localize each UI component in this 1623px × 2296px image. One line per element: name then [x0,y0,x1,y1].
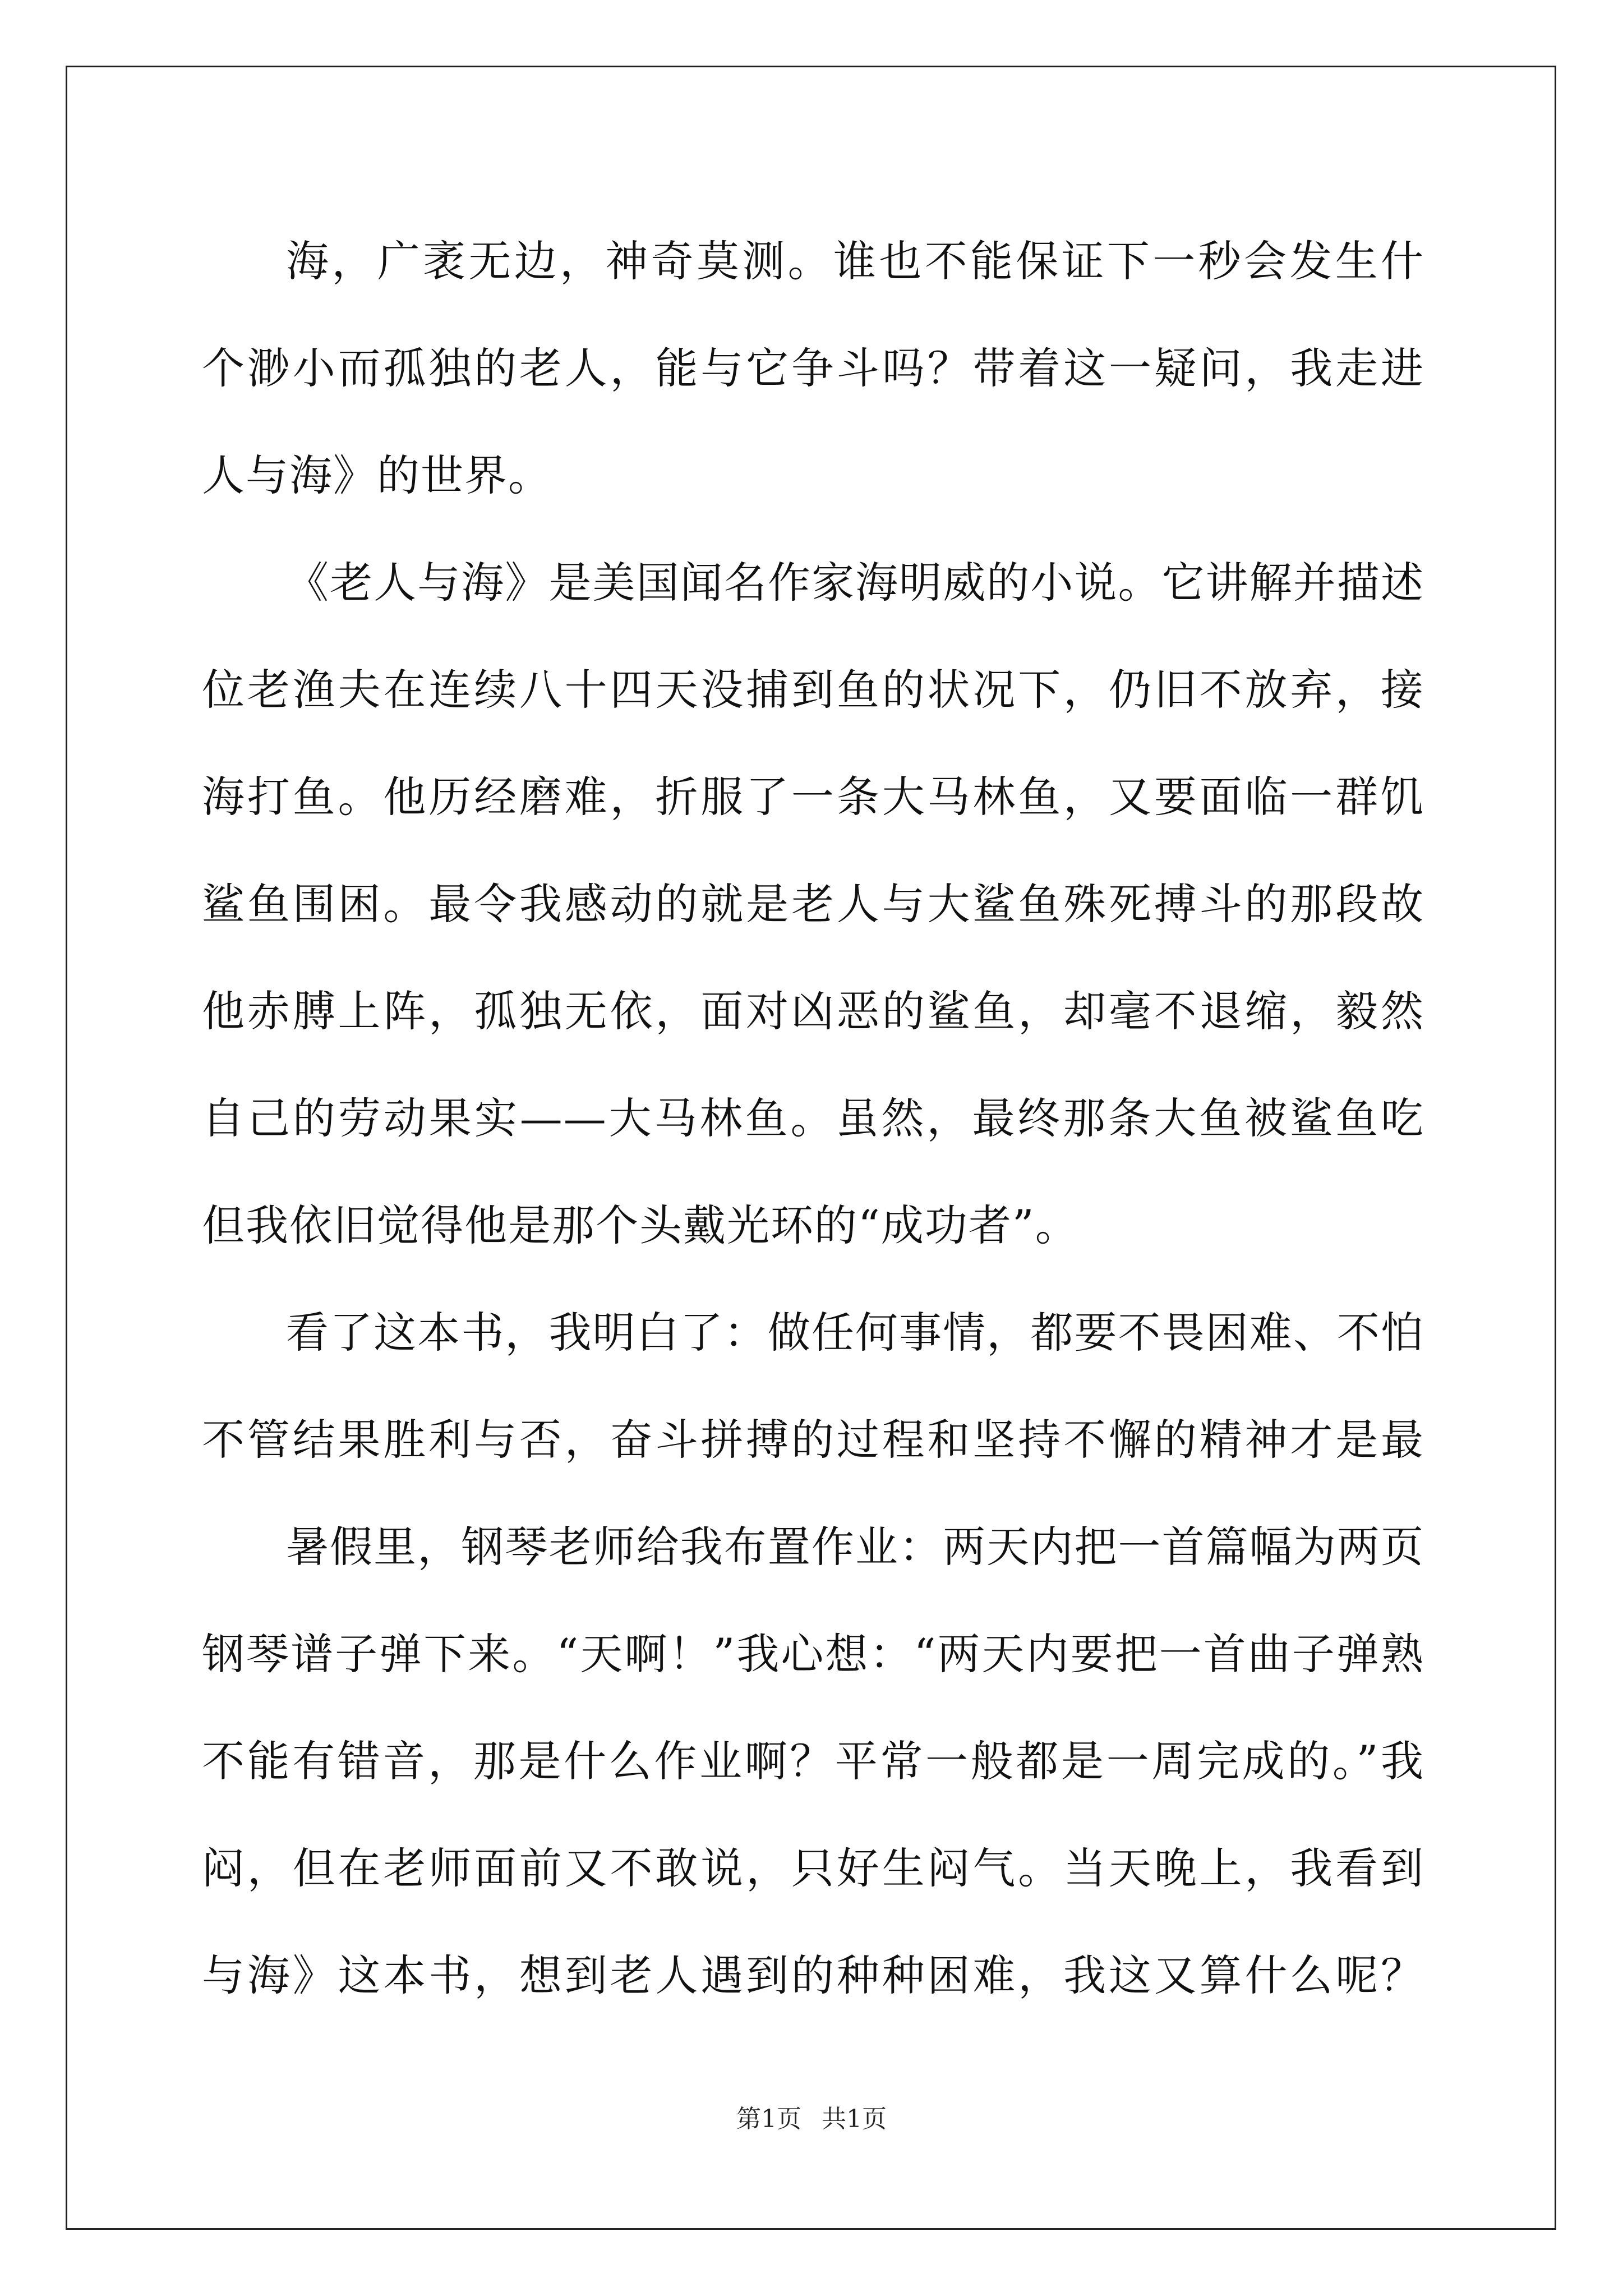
text-line: 但我依旧觉得他是那个头戴光环的“成功者”。 [202,1200,1079,1250]
text-line: 不能有错音，那是什么作业啊？平常一般都是一周完成的。”我 [202,1736,1424,1786]
text-line: 人与海》的世界。 [202,450,552,500]
page-footer [0,2102,1623,2136]
text-line: 他赤膊上阵，孤独无依，面对凶恶的鲨鱼，却毫不退缩，毅然 [202,986,1424,1036]
text-line: 闷，但在老师面前又不敢说，只好生闷气。当天晚上，我看到 [202,1843,1424,1893]
text-line: 不管结果胜利与否，奋斗拼搏的过程和坚持不懈的精神才是最 [202,1415,1424,1465]
text-line: 海打鱼。他历经磨难，折服了一条大马林鱼，又要面临一群饥 [202,772,1424,822]
text-line: 鲨鱼围困。最令我感动的就是老人与大鲨鱼殊死搏斗的那段故 [202,879,1424,929]
text-line: 钢琴谱子弹下来。“天啊！”我心想：“两天内要把一首曲子弹熟 [202,1629,1424,1679]
page-number: 第1页 [736,2105,801,2133]
text-line: 与海》这本书，想到老人遇到的种种困难，我这又算什么呢？ [202,1950,1424,2000]
page-total: 共1页 [822,2105,887,2133]
text-line: 《老人与海》是美国闻名作家海明威的小说。它讲解并描述 [286,558,1424,608]
text-line: 个渺小而孤独的老人，能与它争斗吗？带着这一疑问，我走进 [202,343,1424,393]
text-line: 海，广袤无边，神奇莫测。谁也不能保证下一秒会发生什 [286,236,1424,286]
document-body [202,208,1424,2029]
text-line: 暑假里，钢琴老师给我布置作业：两天内把一首篇幅为两页 [286,1522,1424,1572]
text-line: 看了这本书，我明白了：做任何事情，都要不畏困难、不怕 [286,1308,1424,1358]
text-line: 自己的劳动果实——大马林鱼。虽然，最终那条大鱼被鲨鱼吃 [202,1093,1424,1143]
text-line: 位老渔夫在连续八十四天没捕到鱼的状况下，仍旧不放弃，接 [202,665,1424,715]
